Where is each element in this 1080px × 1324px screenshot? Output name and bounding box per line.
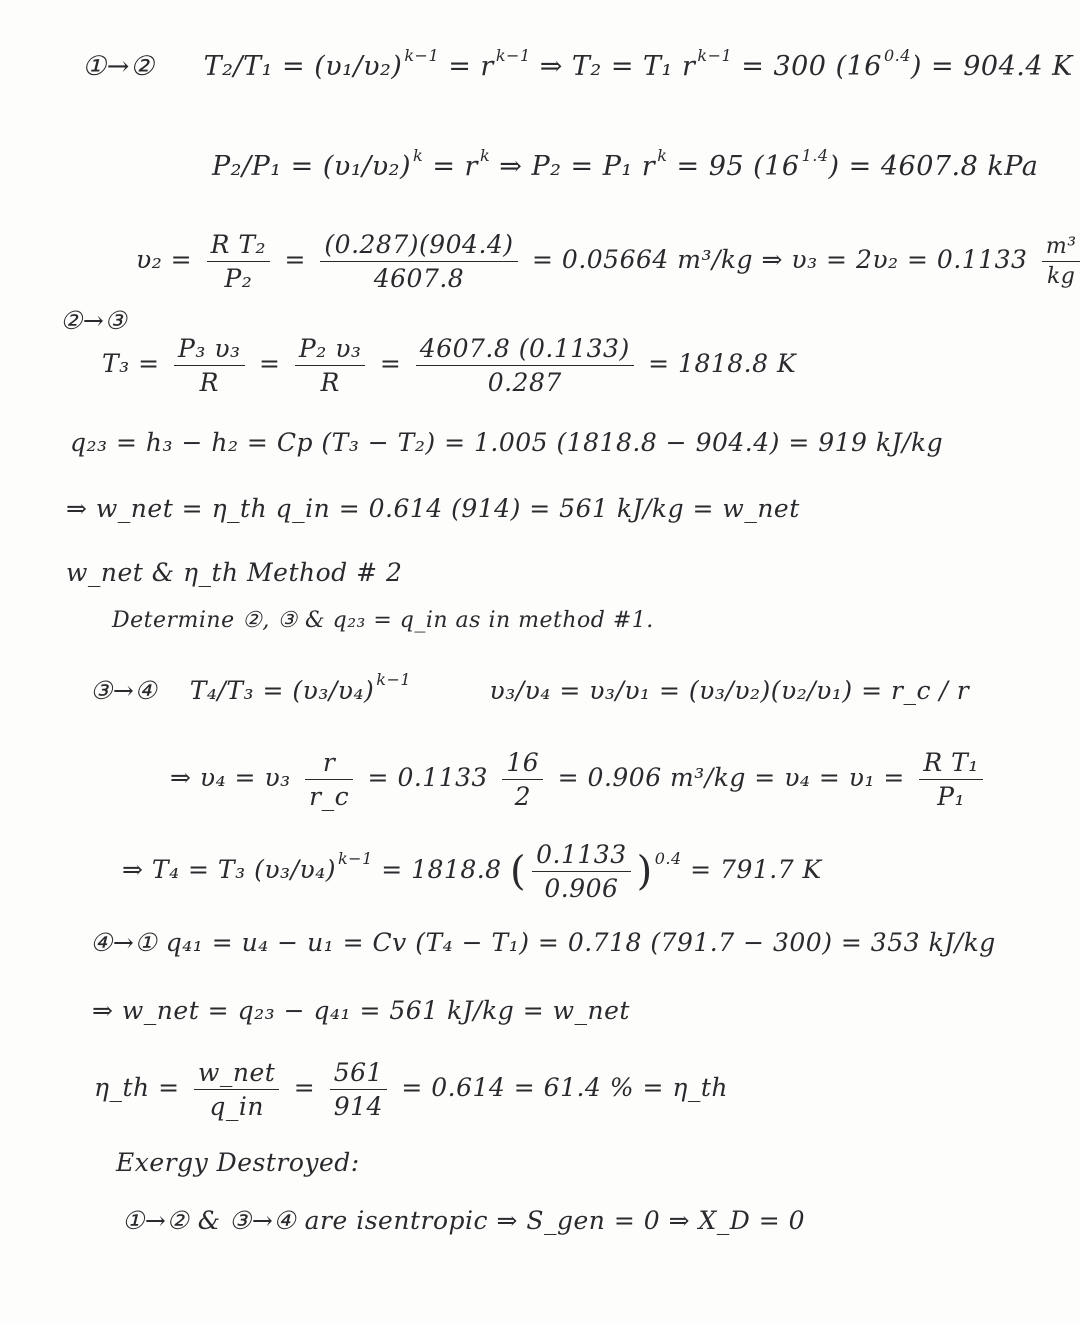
line-2-pressure-ratio: P₂/P₁ = (υ₁/υ₂) $^k$ = r $^k$ ⇒ P₂ = P₁ r $^k$ = 95 (16 $^{1.4}$) = 4607.8 kPa [212,146,1039,182]
line-17-isentropic-statement: ①→② & ③→④ are isentropic ⇒ S_gen = 0 ⇒ X_D = 0 [122,1206,806,1235]
line-13-heat-rejected: ④→① q₄₁ = u₄ − u₁ = Cv (T₄ − T₁) = 0.718 (791.7 − 300) = 353 kJ/kg [90,928,996,957]
process-step-1-2: ①→② [82,51,155,82]
line-1-temperature-ratio: ①→② T₂/T₁ = (υ₁/υ₂) $^{k-1}$ = r $^{k-1}$ ⇒ T₂ = T₁ r $^{k-1}$ = 300 (16 $^{0.4}$) = 904.4 K [82,46,1073,82]
line-15-thermal-efficiency: η_th = $\frac{\text{w\_net}}{q\_in}$ = $\frac{561}{914}$ = 0.614 = 61.4 % = η_th [94,1058,728,1121]
fraction: $\frac{\text{R T₂}}{\text{P₂}}$ [207,230,270,293]
fraction: $\frac{\text{P₃ υ₃}}{R}$ [174,334,245,397]
fraction: $\frac{0.1133}{0.906}$ [532,840,630,903]
fraction: $\frac{16}{2}$ [502,748,543,811]
process-step-2-3: ②→③ [60,306,128,335]
line-14-net-work-method-2: ⇒ w_net = q₂₃ − q₄₁ = 561 kJ/kg = w_net [92,996,630,1025]
fraction: $\frac{(0.287)(904.4)}{4607.8}$ [320,230,517,293]
fraction: $\frac{r}{r\_c}$ [305,748,353,811]
line-12-temperature-t4: ⇒ T₄ = T₃ (υ₃/υ₄) $^{k-1}$ = 1818.8 ( $\frac{0.1133}{0.906}$ ) $^{0.4}$ = 791.7 K [122,840,822,903]
fraction: $\frac{\text{w\_net}}{q\_in}$ [194,1058,279,1121]
fraction: $\frac{\text{R T₁}}{\text{P₁}}$ [919,748,982,811]
fraction: $\frac{561}{914}$ [330,1058,387,1121]
line-5-temperature-t3: T₃ = $\frac{\text{P₃ υ₃}}{R}$ = $\frac{\text{P₂ υ₃}}{R}$ = $\frac{4607.8 (0.1133)}{0.287}$ = 1818.8 K [102,334,797,397]
line-3-specific-volume: υ₂ = $\frac{\text{R T₂}}{\text{P₂}}$ = $\frac{(0.287)(904.4)}{4607.8}$ = 0.05664 m³/kg ⇒ υ₃ = 2υ₂ = 0.1133 $\frac{\text{m³}}{kg}$ [136,230,1080,293]
fraction: $\frac{4607.8 (0.1133)}{0.287}$ [416,334,634,397]
exergy-destroyed-heading: Exergy Destroyed: [116,1148,360,1177]
line-10-process-3-4: ③→④ T₄/T₃ = (υ₃/υ₄) $^{k-1}$ υ₃/υ₄ = υ₃/υ₁ = (υ₃/υ₂)(υ₂/υ₁) = r_c / r [90,670,970,705]
fraction: $\frac{\text{P₂ υ₃}}{R}$ [295,334,366,397]
method-2-heading: w_net & η_th Method # 2 [66,558,403,587]
line-7-net-work: ⇒ w_net = η_th q_in = 0.614 (914) = 561 kJ/kg = w_net [66,494,800,523]
line-6-heat-input: q₂₃ = h₃ − h₂ = Cp (T₃ − T₂) = 1.005 (1818.8 − 904.4) = 919 kJ/kg [70,428,944,457]
line-11-volume-v4: ⇒ υ₄ = υ₃ $\frac{r}{r\_c}$ = 0.1133 $\frac{16}{2}$ = 0.906 m³/kg = υ₄ = υ₁ = $\frac{\text{R T₁}}{\text{P₁}}$ [170,748,989,811]
line-9-determine-states: Determine ②, ③ & q₂₃ = q_in as in method #1. [112,608,654,633]
unit-fraction: $\frac{\text{m³}}{kg}$ [1042,234,1080,289]
